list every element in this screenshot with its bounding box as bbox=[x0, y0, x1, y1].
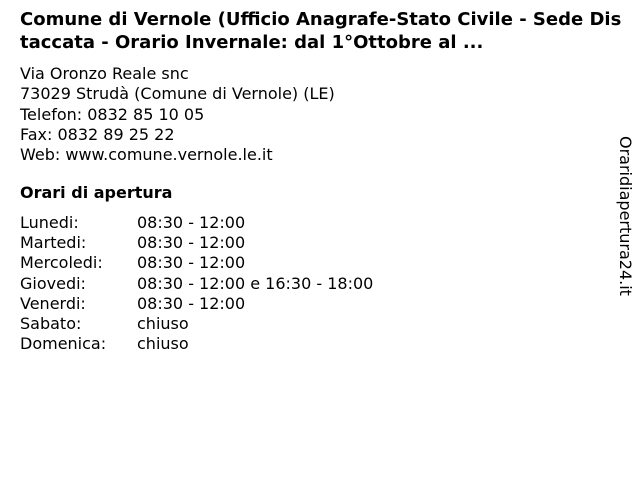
hours-row-wednesday bbox=[20, 253, 373, 273]
site-watermark: Oraridiapertura24.it bbox=[616, 136, 635, 296]
day-label: Giovedi: bbox=[20, 273, 86, 293]
hours-row-thursday bbox=[20, 274, 373, 294]
day-label: Martedi: bbox=[20, 233, 87, 253]
opening-hours-table bbox=[20, 213, 373, 354]
day-hours: 08:30 - 12:00 bbox=[137, 253, 246, 273]
opening-hours-heading: Orari di apertura bbox=[20, 183, 173, 202]
hours-row-monday bbox=[20, 213, 373, 233]
hours-row-tuesday bbox=[20, 233, 373, 253]
day-hours: 08:30 - 12:00 bbox=[137, 213, 246, 232]
day-label: Sabato: bbox=[20, 314, 82, 334]
address-city: 73029 Strudà (Comune di Vernole) (LE) bbox=[20, 84, 335, 104]
contact-block bbox=[20, 64, 335, 165]
address-street: Via Oronzo Reale snc bbox=[20, 64, 189, 83]
day-hours: 08:30 - 12:00 bbox=[137, 233, 246, 253]
day-label: Domenica: bbox=[20, 334, 107, 354]
day-hours: 08:30 - 12:00 bbox=[137, 293, 246, 313]
day-label: Venerdi: bbox=[20, 293, 86, 313]
day-hours: chiuso bbox=[137, 314, 189, 334]
fax-number: Fax: 0832 89 25 22 bbox=[20, 124, 175, 144]
page-title: Comune di Vernole (Ufficio Anagrafe-Stato Civile - Sede Distaccata - Orario Invernale: dal 1°Ottobre al ... bbox=[20, 9, 622, 53]
phone-number: Telefon: 0832 85 10 05 bbox=[20, 104, 205, 124]
day-hours: chiuso bbox=[137, 334, 189, 354]
day-hours: 08:30 - 12:00 e 16:30 - 18:00 bbox=[137, 273, 374, 293]
day-label: Lunedi: bbox=[20, 213, 79, 232]
day-label: Mercoledi: bbox=[20, 253, 103, 273]
hours-row-friday bbox=[20, 294, 373, 314]
hours-row-sunday bbox=[20, 334, 373, 354]
website: Web: www.comune.vernole.le.it bbox=[20, 145, 273, 165]
hours-row-saturday bbox=[20, 314, 373, 334]
